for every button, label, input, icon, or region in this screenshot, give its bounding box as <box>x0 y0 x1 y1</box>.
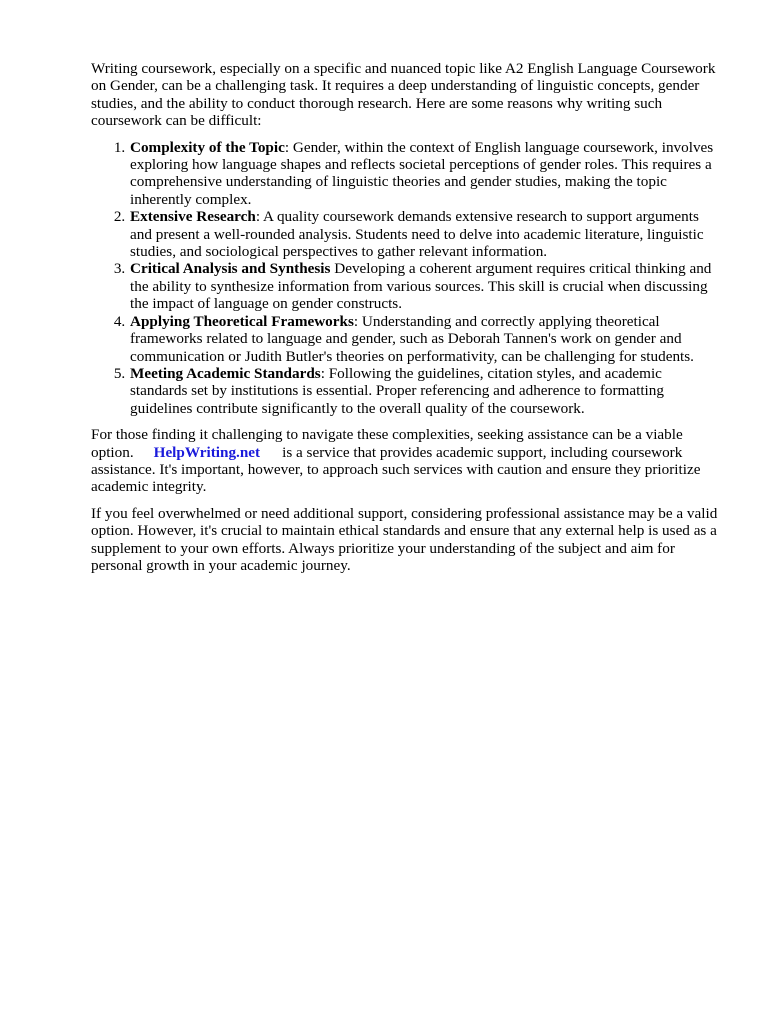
list-item <box>129 365 721 417</box>
helpwriting-link[interactable]: HelpWriting.net <box>153 443 261 461</box>
intro-paragraph: Writing coursework, especially on a specific and nuanced topic like A2 English Language Coursework on Gender, can be a challenging task. It requires a deep understanding of linguistic concepts, gender studies, and the ability to conduct thorough research. Here are some reasons why writing such coursework can be difficult: <box>91 60 716 130</box>
list-item <box>129 260 721 312</box>
reason-text: Following the guidelines, citation styles, and academic standards set by institutions is essential. Proper referencing and adherence to formatting guidelines contribute significantly to the overall quality of the coursework. <box>130 364 664 417</box>
reason-text: A quality coursework demands extensive research to support arguments and present a well-rounded analysis. Students need to delve into academic literature, linguistic studies, and sociological perspectives to gather relevant information. <box>130 208 704 261</box>
reason-term: Extensive Research <box>130 208 256 226</box>
reason-term: Complexity of the Topic <box>130 138 285 156</box>
reason-text: Gender, within the context of English language coursework, involves exploring how language shapes and reflects societal perceptions of gender roles. This requires a comprehensive understanding of linguistic theories and gender studies, making the topic inherently complex. <box>130 138 714 208</box>
reason-term: Applying Theoretical Frameworks <box>130 312 354 330</box>
reason-separator: : <box>320 364 325 382</box>
reason-text: Understanding and correctly applying theoretical frameworks related to language and gender, such as Deborah Tannen's work on gender and communication or Judith Butler's theories on performativity, can be challenging for students. <box>130 312 694 365</box>
reason-text: Developing a coherent argument requires critical thinking and the ability to synthesize information from various sources. This skill is crucial when discussing the impact of language on gender constructs. <box>130 260 712 313</box>
list-item <box>129 313 721 365</box>
list-item <box>129 139 721 209</box>
help-text-before: For those finding it challenging to navigate these complexities, seeking assistance can be a viable option. <box>91 426 683 461</box>
reason-term: Meeting Academic Standards <box>130 364 321 382</box>
reason-separator: : <box>255 208 261 226</box>
document-body <box>91 60 721 574</box>
help-text-after: is a service that provides academic support, including coursework assistance. It's important, however, to approach such services with caution and ensure they prioritize academic integrity. <box>91 443 701 496</box>
reason-separator: : <box>284 138 290 156</box>
help-paragraph <box>91 426 721 496</box>
list-item <box>129 208 721 260</box>
reason-separator: : <box>353 312 359 330</box>
reason-term: Critical Analysis and Synthesis <box>130 260 331 278</box>
reasons-list <box>91 139 721 418</box>
closing-paragraph: If you feel overwhelmed or need additional support, considering professional assistance may be a valid option. However, it's crucial to maintain ethical standards and ensure that any external help is used as a supplement to your own efforts. Always prioritize your understanding of the subject and aim for personal growth in your academic journey. <box>91 504 718 574</box>
